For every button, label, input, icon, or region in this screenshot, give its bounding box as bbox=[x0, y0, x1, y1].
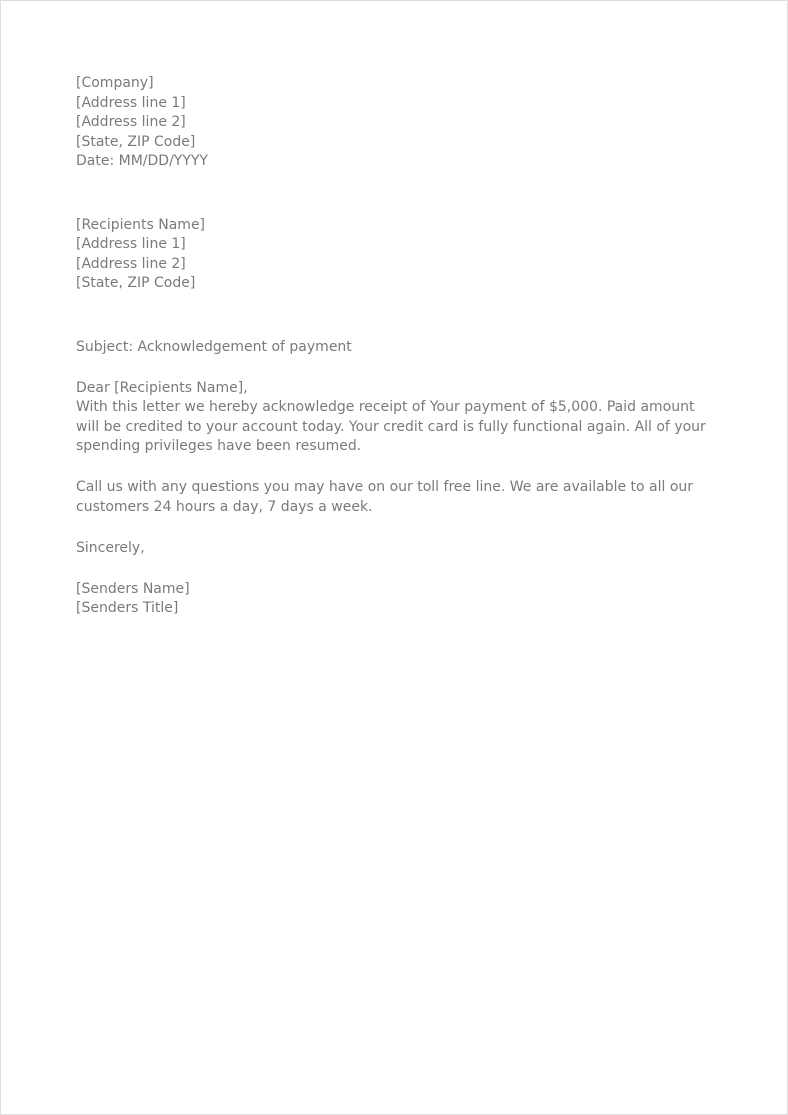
paragraph-1-line: With this letter we hereby acknowledge receipt of Your payment of $5,000. Paid amount bbox=[76, 399, 695, 416]
sender-name: [Senders Name] bbox=[76, 580, 190, 597]
paragraph-2-line: Call us with any questions you may have on our toll free line. We are available to all our bbox=[76, 479, 694, 496]
paragraph-1-line: spending privileges have been resumed. bbox=[76, 438, 362, 455]
sender-company: [Company] bbox=[76, 75, 154, 91]
recipient-address-block bbox=[76, 216, 716, 294]
recipient-name: [Recipients Name] bbox=[76, 216, 206, 233]
letter-paragraph-1 bbox=[76, 379, 716, 457]
subject-text: Subject: Acknowledgement of payment bbox=[76, 338, 352, 355]
signature-block bbox=[76, 580, 716, 619]
closing-text: Sincerely, bbox=[76, 539, 145, 556]
recipient-address-line-1: [Address line 1] bbox=[76, 236, 186, 253]
recipient-address-line-2: [Address line 2] bbox=[76, 255, 186, 272]
letter-body bbox=[76, 74, 716, 619]
subject-line bbox=[76, 338, 716, 358]
letter-date: Date: MM/DD/YYYY bbox=[76, 153, 208, 170]
recipient-state-zip: [State, ZIP Code] bbox=[76, 275, 196, 292]
sender-state-zip: [State, ZIP Code] bbox=[76, 133, 196, 150]
salutation: Dear [Recipients Name], bbox=[76, 379, 248, 396]
sender-address-line-2: [Address line 2] bbox=[76, 114, 186, 131]
sender-title: [Senders Title] bbox=[76, 600, 179, 617]
closing-block bbox=[76, 539, 716, 559]
sender-address-line-1: [Address line 1] bbox=[76, 94, 186, 111]
sender-address-block bbox=[76, 74, 716, 172]
paragraph-2-line: customers 24 hours a day, 7 days a week. bbox=[76, 498, 373, 515]
letter-paragraph-2 bbox=[76, 478, 716, 517]
paragraph-1-line: will be credited to your account today. Your credit card is fully functional again. All of your bbox=[76, 418, 706, 435]
